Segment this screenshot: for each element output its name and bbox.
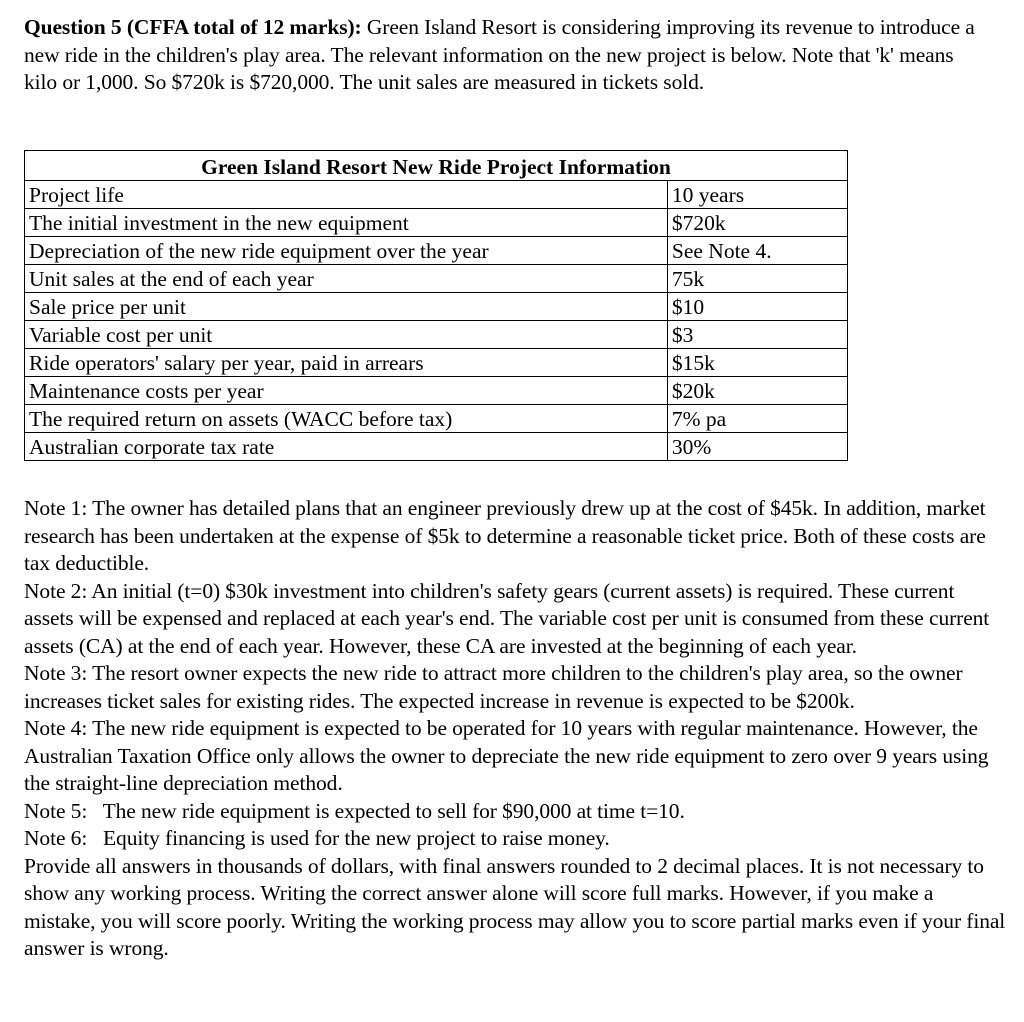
row-value: 75k: [667, 265, 847, 293]
row-label: Project life: [25, 181, 668, 209]
question-text: Green Island Resort is considering improving its revenue to introduce a new ride in the children's play area. The relevant information on the new project is below. Note that 'k' means kilo or 1,000. So $720k is $720,000. The unit sales are measured in tickets sold.: [24, 15, 975, 94]
row-label: Australian corporate tax rate: [25, 433, 668, 461]
row-label: The required return on assets (WACC before tax): [25, 405, 668, 433]
table-title: Green Island Resort New Ride Project Information: [25, 151, 848, 181]
row-value: $3: [667, 321, 847, 349]
row-value: $15k: [667, 349, 847, 377]
note-1: Note 1: The owner has detailed plans that an engineer previously drew up at the cost of $45k. In addition, market research has been undertaken at the expense of $5k to determine a reasonable ticket price. Both of these costs are tax deductible.: [24, 496, 986, 575]
note-6: Note 6: Equity financing is used for the new project to raise money.: [24, 826, 610, 850]
table-row: [25, 181, 848, 209]
row-value: 7% pa: [667, 405, 847, 433]
table-row: [25, 293, 848, 321]
row-label: Unit sales at the end of each year: [25, 265, 668, 293]
table-row: [25, 209, 848, 237]
row-label: Variable cost per unit: [25, 321, 668, 349]
note-4: Note 4: The new ride equipment is expected to be operated for 10 years with regular maintenance. However, the Australian Taxation Office only allows the owner to depreciate the new ride equipment to zero over 9 years using the straight-line depreciation method.: [24, 716, 989, 795]
row-value: $720k: [667, 209, 847, 237]
note-5: Note 5: The new ride equipment is expected to sell for $90,000 at time t=10.: [24, 798, 685, 823]
question-intro: [24, 14, 984, 97]
project-info-table: [24, 150, 848, 461]
row-value: $10: [667, 293, 847, 321]
question-title: Question 5 (CFFA total of 12 marks):: [24, 15, 362, 39]
table-row: [25, 405, 848, 433]
answer-instructions: Provide all answers in thousands of dollars, with final answers rounded to 2 decimal places. It is not necessary to show any working process. Writing the correct answer alone will score full marks. However, if you make a mistake, you will score poorly. Writing the working process may allow you to score partial marks even if your final answer is wrong.: [24, 853, 1006, 960]
row-value: $20k: [667, 377, 847, 405]
table-row: [25, 321, 848, 349]
table-row: [25, 433, 848, 461]
notes-section: [24, 495, 1009, 963]
table-row: [25, 265, 848, 293]
row-label: The initial investment in the new equipment: [25, 209, 668, 237]
table-row: [25, 349, 848, 377]
row-label: Ride operators' salary per year, paid in arrears: [25, 349, 668, 377]
row-value: See Note 4.: [667, 237, 847, 265]
table-header-row: [25, 151, 848, 181]
note-2: Note 2: An initial (t=0) $30k investment into children's safety gears (current assets) is required. These current assets will be expensed and replaced at each year's end. The variable cost per unit is consumed from these current assets (CA) at the end of each year. However, these CA are invested at the beginning of each year.: [24, 578, 990, 658]
row-value: 30%: [667, 433, 847, 461]
note-3: Note 3: The resort owner expects the new ride to attract more children to the children's play area, so the owner increases ticket sales for existing rides. The expected increase in revenue is expected to be $200k.: [24, 661, 963, 713]
row-label: Sale price per unit: [25, 293, 668, 321]
table-row: [25, 237, 848, 265]
table-row: [25, 377, 848, 405]
row-label: Depreciation of the new ride equipment over the year: [25, 237, 668, 265]
row-label: Maintenance costs per year: [25, 377, 668, 405]
row-value: 10 years: [667, 181, 847, 209]
